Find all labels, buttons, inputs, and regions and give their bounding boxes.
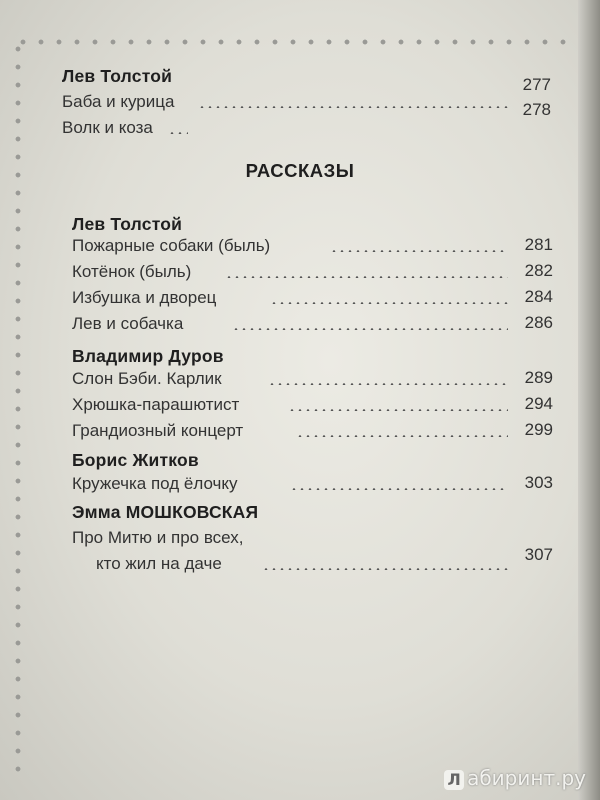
author-heading: Лев Толстой	[62, 66, 173, 86]
toc-entry[interactable]	[72, 421, 542, 443]
page-number: 277	[522, 75, 551, 94]
page-number: 278	[522, 100, 551, 119]
page-number: 307	[524, 545, 553, 564]
author-heading: Лев Толстой	[72, 214, 183, 234]
entry-title: кто жил на даче	[96, 554, 222, 573]
author-heading: Борис Житков	[72, 450, 199, 470]
section-title: РАССКАЗЫ	[245, 160, 355, 181]
dot-leader	[268, 383, 508, 385]
toc-entry[interactable]	[62, 118, 552, 140]
entry-title: Волк и коза	[62, 118, 153, 137]
entry-title: Слон Бэби. Карлик	[72, 369, 222, 388]
entry-title: Баба и курица	[62, 92, 175, 111]
dot-leader	[270, 302, 508, 304]
page-number: 299	[524, 420, 553, 439]
page-number: 281	[524, 235, 553, 254]
entry-title: Грандиозный концерт	[72, 421, 244, 440]
toc-entry[interactable]	[72, 314, 542, 336]
entry-title: Лев и собачка	[72, 314, 184, 333]
entry-title: Котёнок (быль)	[72, 262, 192, 281]
entry-title: Пожарные собаки (быль)	[72, 236, 271, 255]
toc-entry[interactable]	[72, 369, 542, 391]
entry-title: Кружечка под ёлочку	[72, 474, 238, 493]
labirint-logo-icon: Л	[444, 770, 464, 790]
toc-entry[interactable]	[72, 474, 542, 496]
page-number: 289	[524, 368, 553, 387]
dot-leader	[168, 132, 188, 134]
dot-leader	[330, 250, 508, 252]
page-number: 282	[524, 261, 553, 280]
toc-entry[interactable]	[72, 395, 542, 417]
toc-entry[interactable]	[96, 554, 536, 576]
dot-leader	[296, 435, 508, 437]
dot-leader	[225, 276, 508, 278]
author-heading: Владимир Дуров	[72, 346, 224, 366]
entry-title: Хрюшка-парашютист	[72, 395, 240, 414]
page-number: 294	[524, 394, 553, 413]
page-number: 303	[524, 473, 553, 492]
dot-leader	[288, 409, 508, 411]
page-number: 284	[524, 287, 553, 306]
toc-entry-line[interactable]	[72, 528, 542, 550]
dot-leader	[198, 106, 508, 108]
dot-leader	[262, 568, 508, 570]
page-number: 286	[524, 313, 553, 332]
toc-entry[interactable]	[72, 262, 542, 284]
watermark	[444, 766, 586, 790]
dot-leader	[232, 328, 508, 330]
toc-entry[interactable]	[72, 236, 542, 258]
author-heading: Эмма МОШКОВСКАЯ	[72, 502, 259, 522]
entry-title: Про Митю и про всех,	[72, 528, 244, 547]
toc-entry[interactable]	[72, 288, 542, 310]
dot-leader	[290, 488, 508, 490]
toc-entry[interactable]	[62, 92, 552, 114]
entry-title: Избушка и дворец	[72, 288, 217, 307]
watermark-text: абиринт.ру	[467, 766, 586, 790]
